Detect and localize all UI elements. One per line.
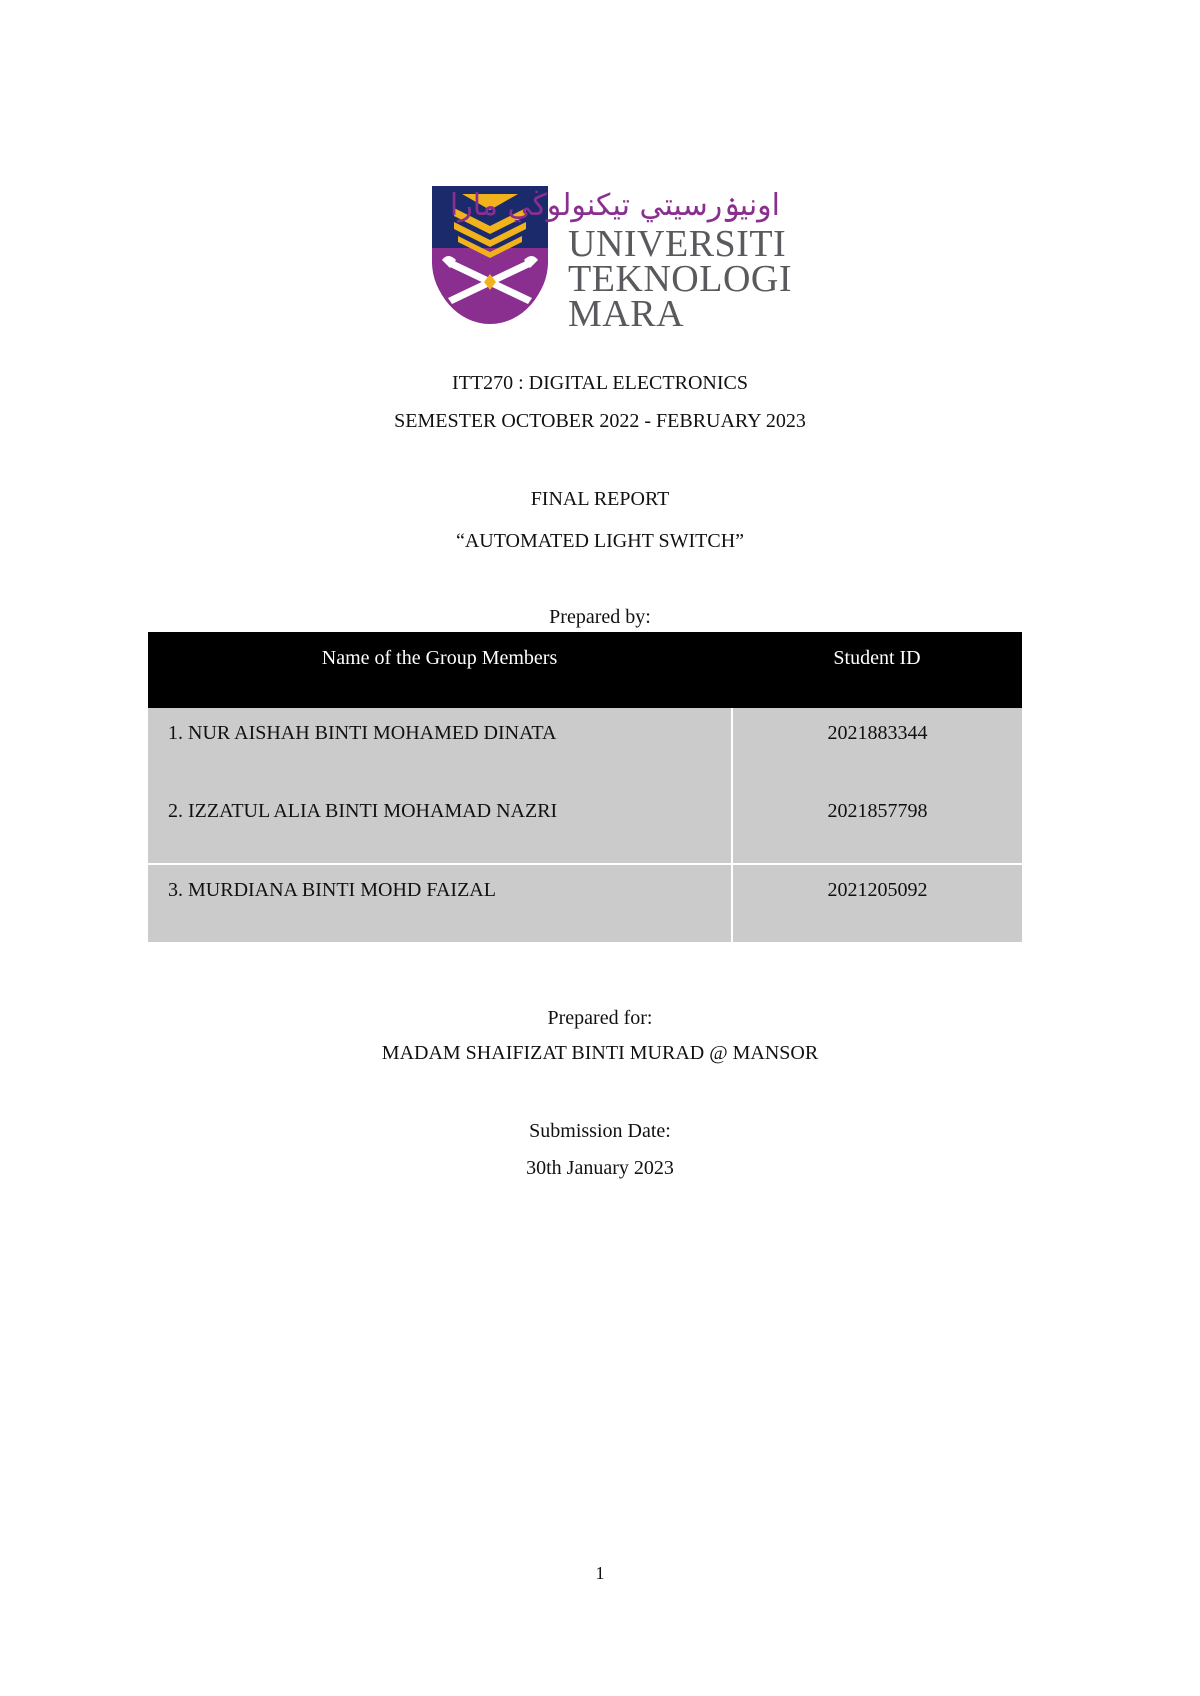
- submission-date-label: Submission Date:: [529, 1120, 671, 1142]
- header-student-id: Student ID: [732, 632, 1022, 708]
- member-name: 2. IZZATUL ALIA BINTI MOHAMAD NAZRI: [148, 786, 732, 864]
- logo-word-teknologi: TEKNOLOGI: [568, 258, 793, 300]
- semester-line: SEMESTER OCTOBER 2022 - FEBRUARY 2023: [394, 410, 806, 432]
- header-name: Name of the Group Members: [148, 632, 732, 708]
- submission-date: 30th January 2023: [526, 1157, 674, 1179]
- member-name: 1. NUR AISHAH BINTI MOHAMED DINATA: [148, 708, 732, 786]
- logo-jawi-text: اونيۏرسيتي تيکنولوڬي مارا: [449, 188, 780, 223]
- table-row: [148, 786, 1022, 864]
- table-row: [148, 708, 1022, 786]
- course-code-title: ITT270 : DIGITAL ELECTRONICS: [452, 372, 748, 394]
- member-student-id: 2021857798: [732, 786, 1022, 864]
- logo-word-mara: MARA: [568, 293, 685, 335]
- group-members-table: [148, 632, 1022, 942]
- prepared-by-label: Prepared by:: [549, 606, 651, 628]
- report-type: FINAL REPORT: [530, 488, 670, 510]
- uitm-logo: [432, 186, 793, 335]
- logo-word-universiti: UNIVERSITI: [568, 223, 787, 265]
- member-student-id: 2021205092: [732, 864, 1022, 942]
- prepared-for-label: Prepared for:: [547, 1007, 653, 1029]
- member-student-id: 2021883344: [732, 708, 1022, 786]
- member-name: 3. MURDIANA BINTI MOHD FAIZAL: [148, 864, 732, 942]
- lecturer-name: MADAM SHAIFIZAT BINTI MURAD @ MANSOR: [381, 1042, 819, 1064]
- report-title: “AUTOMATED LIGHT SWITCH”: [455, 530, 745, 552]
- table-row: [148, 864, 1022, 942]
- table-header-row: [148, 632, 1022, 708]
- page-number: 1: [595, 1563, 605, 1583]
